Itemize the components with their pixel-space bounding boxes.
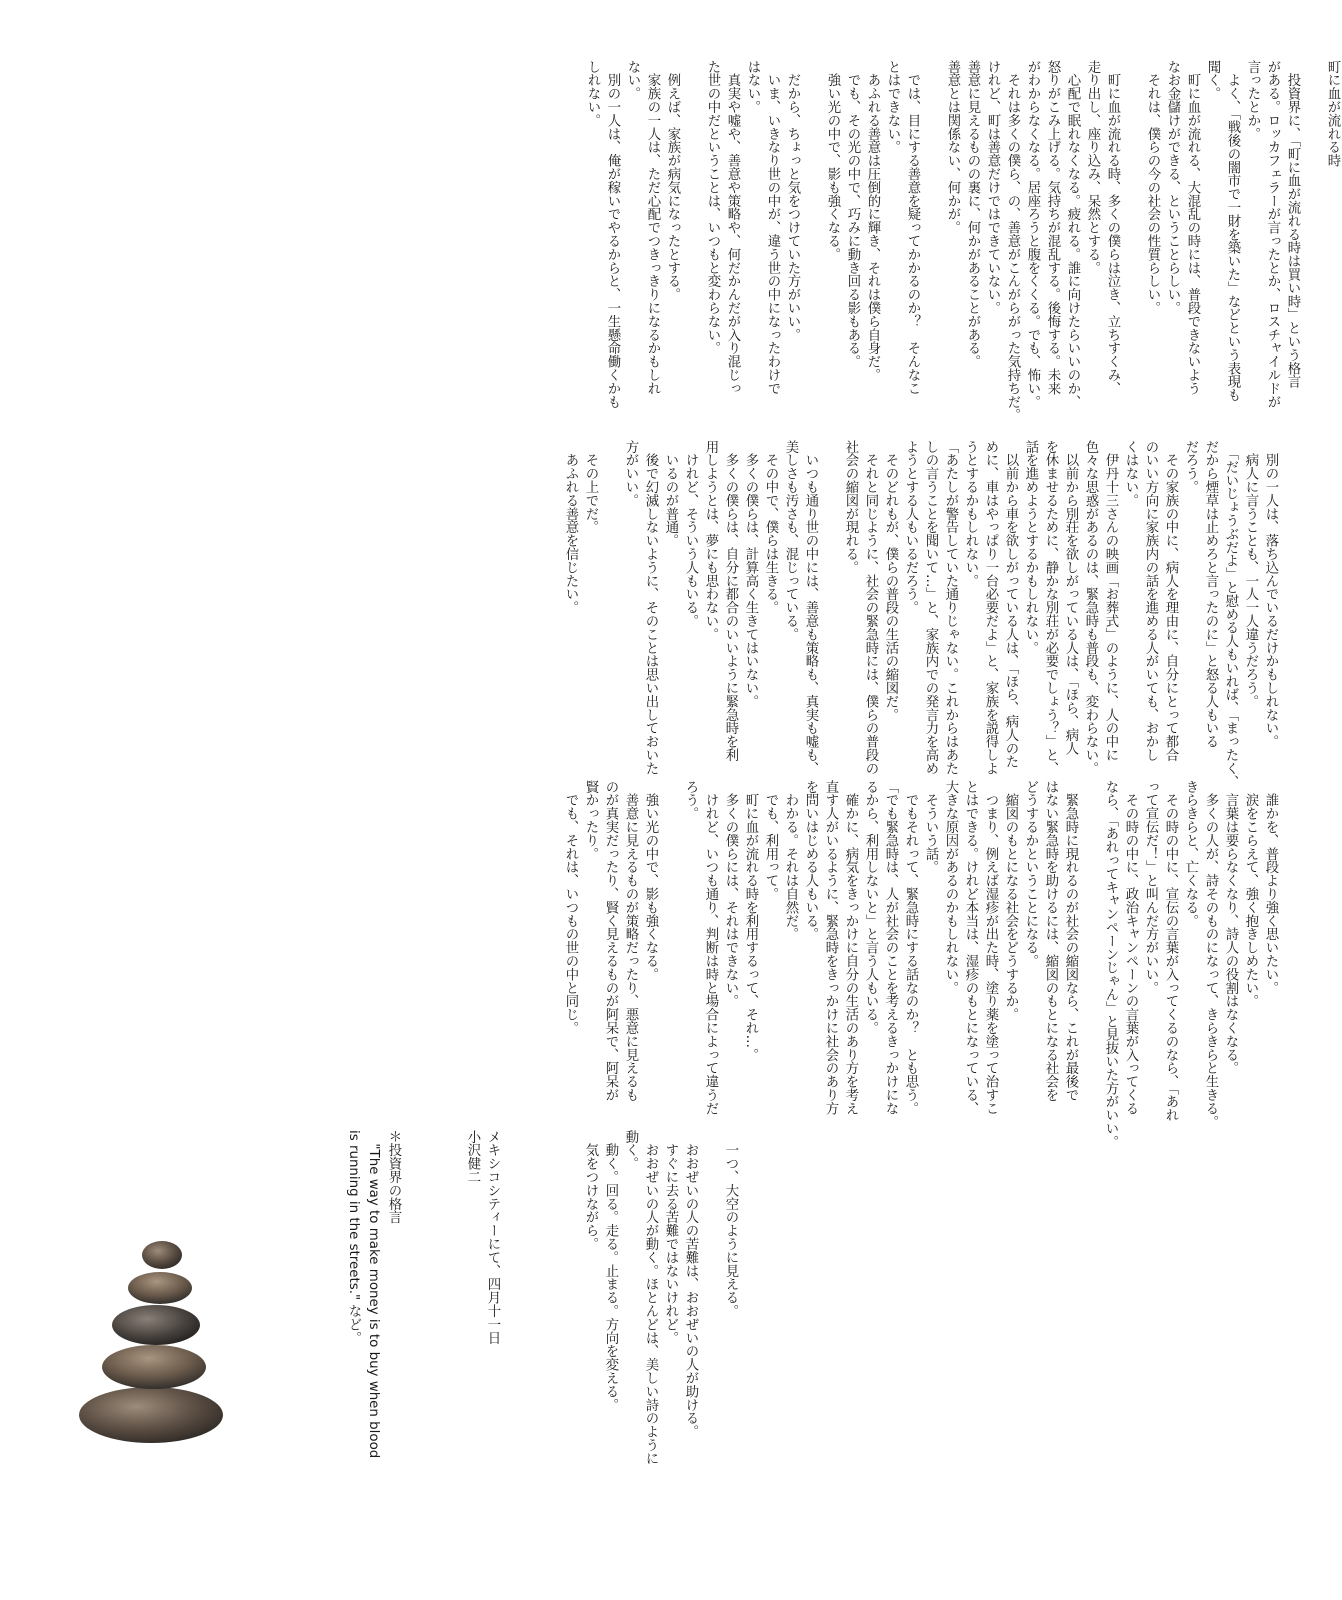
stone-4 <box>128 1272 192 1304</box>
footnote: ＊投資界の格言 "The way to make money is to buy when blood is running in the streets." など。 <box>346 1130 401 1459</box>
signature-block: メキシコシティーにて、四月十一日 小沢健二 <box>465 1130 500 1345</box>
article-text-block-3: 誰かを、普段より強く思いたい。 涙をこらえて、強く抱きしめたい。 言葉は要らなくなり、詩人の役割はなくなる。 多くの人が、詩そのものになって、きらきらと生きる。 きらきらと、亡くなる。 その時の中に、宣伝の言葉が入ってくるのなら、「あれ って宣伝だ！」と叫んだ方がいい。 その時の中に、政治キャンペーンの言葉が入ってくる なら、「あれってキャンペーンじゃん」と見抜いた方がいい。 緊急時に現れるのが社会の縮図なら、これが最後で はない緊急時を助けるには、縮図のもとになる社会を どうするかということになる。 縮図のもとになる社会をどうするか。 つまり、例えば湿疹が出た時、塗り薬を塗って治すこ とはできる。けれど本当は、湿疹のもとになっている、 大きな原因があるのかもしれない。 そういう話。 でもそれって、緊急時にする話なのか？ とも思う。 「でも緊急時は、人が社会のことを考えるきっかけにな るから、利用しないと」と言う人もいる。 確かに、病気をきっかけに自分の生活のあり方を考え 直す人がいるように、緊急時をきっかけに社会のあり方 を問いはじめる人もいる。 わかる。それは自然だ。 でも、利用って。 町に血が流れる時を利用するって、それ…。 多くの僕らには、それはできない。 けれど、いつも通り、判断は時と場合によって違うだ ろう。 強い光の中で、影も強くなる。 善意に見えるものが策略だったり、悪意に見えるも のが真実だったり、賢く見えるものが阿呆で、阿呆が 賢かったり。 でも、それは、いつもの世の中と同じ。 <box>563 780 1278 1149</box>
stone-3 <box>112 1305 200 1345</box>
stone-1 <box>79 1387 223 1443</box>
stone-5 <box>142 1241 182 1269</box>
article-text-block-1: 町に血が流れる時 投資界に、「町に血が流れる時は買い時」という格言 がある。ロッカフェラーが言ったとか、ロスチャイルドが 言ったとか。 よく、「戦後の闇市で一財を築いた」などという表現も 聞く。 町に血が流れる、大混乱の時には、普段できないよう なお金儲けができる、ということらしい。 それは、僕らの今の社会の性質らしい。 町に血が流れる時、多くの僕らは泣き、立ちすくみ、 走り出し、座り込み、呆然とする。 心配で眠れなくなる。疲れる。誰に向けたらいいのか、 怒りがこみ上げる。気持ちが混乱する。後悔する。未来 がわからなくなる。居座ろうと腹をくくる。でも、怖い。 それは多くの僕ら、の、善意がこんがらがった気持ちだ。 けれど、町は善意だけではできていない。 善意に見えるものの裏に、何かがあることがある。 善意とは関係ない、何かが。 では、目にする善意を疑ってかかるのか？ そんなこ とはできない。 あふれる善意は圧倒的に輝き、それは僕ら自身だ。 でも、その光の中で、巧みに動き回る影もある。 強い光の中で、影も強くなる。 だから、ちょっと気をつけていた方がいい。 いま、いきなり世の中が、違う世の中になったわけで はない。 真実や嘘や、善意や策略や、何だかんだが入り混じっ た世の中だということは、いつもと変わらない。 例えば、家族が病気になったとする。 家族の一人は、ただ心配でつきっきりになるかもしれ ない。 別の一人は、俺が稼いでやるからと、一生懸命働くかも しれない。 <box>585 60 1340 422</box>
stone-2 <box>102 1345 206 1389</box>
article-text-block-2: 別の一人は、落ち込んでいるだけかもしれない。 病人に言うことも、一人一人違うだろう。 「だいじょうぶだよ」と慰める人もいれば、「まったく、 だから煙草は止めろと言ったのに」と怒る人もいる だろう。 その家族の中に、病人を理由に、自分にとって都合 のいい方向に家族内の話を進める人がいても、おかし くはない。 伊丹十三さんの映画「お葬式」のように、人の中に 色々な思惑があるのは、緊急時も普段も、変わらない。 以前から別荘を欲しがっている人は、「ほら、病人 を休ませるために、静かな別荘が必要でしょう？」と、 話を進めようとするかもしれない。 以前から車を欲しがっている人は、「ほら、病人のた めに、車はやっぱり一台必要だよ」と、家族を説得しよ うとするかもしれない。 「あたしが警告していた通りじゃない。これからはあた しの言うことを聞いて…」と、家族内での発言力を高め ようとする人もいるだろう。 そのどれもが、僕らの普段の生活の縮図だ。 それと同じように、社会の緊急時には、僕らの普段の 社会の縮図が現れる。 いつも通り世の中には、善意も策略も、真実も嘘も、 美しさも汚さも、混じっている。 その中で、僕らは生きる。 多くの僕らは、計算高く生きてはいない。 多くの僕らは、自分に都合のいいように緊急時を利 用しようとは、夢にも思わない。 けれど、そういう人もいる。 いるのが普通。 後で幻滅しないように、そのことは思い出しておいた 方がいい。 その上でだ。 あふれる善意を信じたい。 <box>563 440 1278 789</box>
article-text-block-4: 一つ、大空のように見える。 おおぜいの人の苦難は、おおぜいの人が助ける。 すぐに去る苦難ではないけれど。 おおぜいの人が動く。ほとんどは、美しい詩のように 動く。 動く。回る。走る。止まる。方向を変える。 気をつけながら。 <box>583 1130 738 1465</box>
stacked-stones-photo <box>76 1230 236 1445</box>
